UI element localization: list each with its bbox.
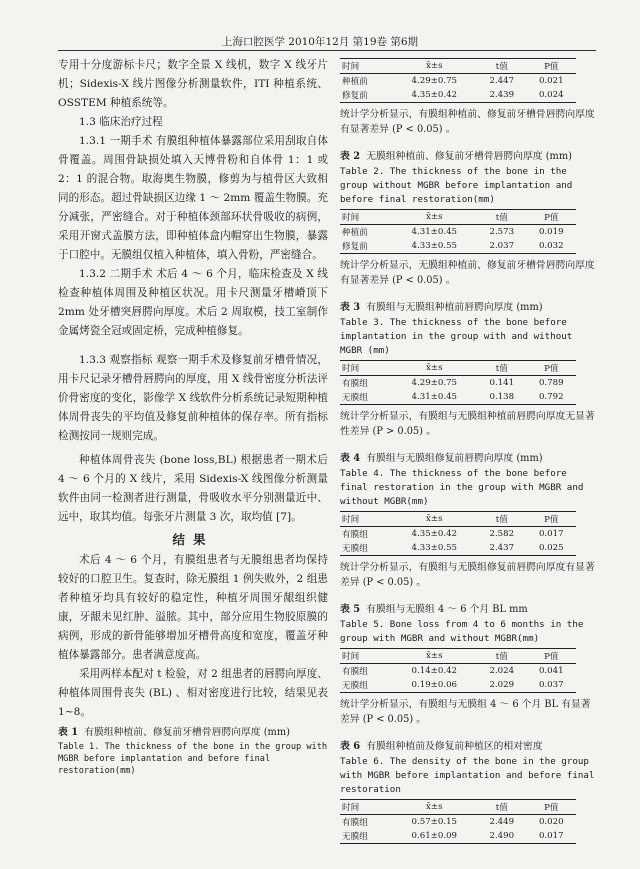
table-cell: 种植前 bbox=[342, 228, 368, 238]
table-header: P值 bbox=[527, 59, 576, 74]
table-header: x̄±s bbox=[392, 361, 478, 376]
table-cell: 无膜组 bbox=[340, 829, 392, 844]
table-header: P值 bbox=[527, 800, 576, 815]
paragraph-1-3-2: 1.3.2 二期手术 术后 4 ～ 6 个月，临床检查及 X 线检查种植体周围及种植区状况。用卡尺测量牙槽嵴顶下 2mm 处牙槽突唇腭向厚度。术后 2 周取模，技工室制作金属烤瓷全冠或固定桥，完成种植修复。 bbox=[58, 268, 328, 337]
table-cell: 2.024 bbox=[489, 666, 515, 676]
table-header: t值 bbox=[477, 512, 526, 527]
table-title-cn: 有膜组与无膜组修复前唇腭向厚度 (mm) bbox=[366, 453, 543, 464]
table-cell: 2.437 bbox=[477, 541, 526, 556]
table-caption bbox=[340, 149, 596, 165]
table-note: 统计学分析显示，有膜组与无膜组种植前唇腭向厚度无显著性差异 (P > 0.05) 。 bbox=[340, 411, 595, 437]
table-header: x̄±s bbox=[392, 800, 478, 815]
table-title-en: Table 2. The thickness of the bone in the group without MGBR before implantation and before final restoration(mm) bbox=[340, 166, 573, 205]
table-label: 表 3 bbox=[340, 302, 361, 313]
table-row bbox=[340, 541, 576, 556]
table-4-block bbox=[340, 451, 596, 590]
table-row bbox=[340, 815, 576, 830]
table-cell: 0.037 bbox=[527, 678, 576, 693]
table-1-continued bbox=[340, 58, 596, 137]
table-cell: 4.35±0.42 bbox=[411, 529, 458, 539]
table-header: 时间 bbox=[340, 649, 392, 664]
table-cell: 0.041 bbox=[538, 666, 564, 676]
table-row bbox=[340, 88, 576, 103]
table-title-en: Table 4. The thickness of the bone before final restoration in the group with MGBR and without MGBR(mm) bbox=[340, 468, 584, 507]
table-cell: 有膜组 bbox=[342, 379, 368, 389]
table-cell: 有膜组 bbox=[342, 667, 368, 677]
table-header: P值 bbox=[527, 210, 576, 225]
table-header: x̄±s bbox=[392, 649, 478, 664]
table-row bbox=[340, 376, 576, 391]
table-2-block bbox=[340, 149, 596, 288]
table-title-cn: 有膜组种植前及修复前种植区的相对密度 bbox=[366, 741, 543, 752]
table-cell: 2.447 bbox=[489, 76, 515, 86]
table-header: t值 bbox=[477, 210, 526, 225]
table-1-label: 表 1 bbox=[58, 727, 79, 738]
table-title-en: Table 6. The density of the bone in the group with MGBR before implantation and before final restoration bbox=[340, 756, 595, 795]
table-cell: 4.35±0.42 bbox=[392, 88, 478, 103]
results-paragraph-1: 术后 4 ～ 6 个月，有膜组患者与无膜组患者均保持较好的口腔卫生。复查时，除无膜组 1 例失败外，2 组患者种植牙均具有较好的稳定性，种植牙周围牙龈组织健康，牙龈未见红肿、溢脓。其中，部分应用生物胶原膜的病例，形成的新骨能够增加牙槽骨高度和宽度，覆盖牙种植体暴露部分。患者满意度高。 bbox=[58, 554, 328, 661]
table-1-title-cn: 有膜组种植前、修复前牙槽骨唇腭向厚度 (mm) bbox=[84, 727, 290, 738]
table-cell: 2.029 bbox=[477, 678, 526, 693]
table-caption bbox=[340, 602, 596, 618]
table-cell: 修复前 bbox=[340, 88, 392, 103]
paragraph-equipment: 专用十分度游标卡尺；数字全景 X 线机，数字 X 线牙片机；Sidexis-X 线片图像分析测量软件，ITI 种植系统、OSSTEM 种植系统等。 bbox=[58, 59, 328, 109]
table-title-cn: 有膜组与无膜组种植前唇腭向厚度 (mm) bbox=[366, 302, 543, 313]
table-header: x̄±s bbox=[392, 210, 478, 225]
table-cell: 有膜组 bbox=[342, 530, 368, 540]
table-note: 统计学分析显示，无膜组种植前、修复前牙槽骨唇腭向厚度有显著差异 (P < 0.05) 。 bbox=[340, 260, 595, 286]
table-2 bbox=[340, 209, 576, 254]
table-header: x̄±s bbox=[392, 59, 478, 74]
table-header: 时间 bbox=[340, 210, 392, 225]
table-label: 表 5 bbox=[340, 604, 361, 615]
table-1-note: 统计学分析显示，有膜组种植前、修复前牙槽骨唇腭向厚度有显著差异 (P < 0.05) 。 bbox=[340, 109, 595, 135]
table-header: 时间 bbox=[340, 800, 392, 815]
table-cell: 2.582 bbox=[489, 529, 515, 539]
table-note: 统计学分析显示，有膜组与无膜组 4 ～ 6 个月 BL 有显著差异 (P < 0.05) 。 bbox=[340, 699, 591, 725]
table-cell: 无膜组 bbox=[340, 678, 392, 693]
table-title-cn: 无膜组种植前、修复前牙槽骨唇腭向厚度 (mm) bbox=[366, 151, 572, 162]
table-label: 表 6 bbox=[340, 741, 361, 752]
table-cell: 4.29±0.75 bbox=[411, 378, 458, 388]
header-rule bbox=[58, 50, 596, 51]
table-cell: 0.141 bbox=[489, 378, 515, 388]
table-5 bbox=[340, 648, 576, 693]
table-header: t值 bbox=[477, 59, 526, 74]
running-header: 上海口腔医学 2010年12月 第19卷 第6期 bbox=[221, 36, 419, 48]
tables-container bbox=[340, 149, 596, 844]
table-title-cn: 有膜组与无膜组 4 ～ 6 个月 BL mm bbox=[366, 604, 528, 615]
paragraph-bone-loss: 种植体周骨丧失 (bone loss,BL) 根据患者一期术后 4 ～ 6 个月的 X 线片，采用 Sidexis-X 线图像分析测量软件由同一检测者进行测量，骨吸收水平分别测量近中、远中，取其均值。每张牙片测量 3 次，取均值 [7]。 bbox=[58, 454, 328, 523]
section-1-3-heading: 1.3 临床治疗过程 bbox=[79, 116, 163, 128]
table-cell: 4.33±0.55 bbox=[392, 541, 478, 556]
results-heading: 结果 bbox=[172, 532, 214, 547]
table-cell: 0.032 bbox=[527, 239, 576, 254]
table-cell: 无膜组 bbox=[340, 541, 392, 556]
table-cell: 0.019 bbox=[538, 227, 564, 237]
table-1 bbox=[340, 58, 576, 103]
table-cell: 2.490 bbox=[477, 829, 526, 844]
table-cell: 0.14±0.42 bbox=[411, 666, 458, 676]
table-caption bbox=[340, 451, 596, 467]
table-cell: 0.61±0.09 bbox=[392, 829, 478, 844]
table-cell: 2.439 bbox=[477, 88, 526, 103]
table-cell: 0.025 bbox=[527, 541, 576, 556]
table-header: 时间 bbox=[340, 512, 392, 527]
table-row bbox=[340, 74, 576, 89]
table-row bbox=[340, 239, 576, 254]
table-header: t值 bbox=[477, 649, 526, 664]
table-title-en: Table 5. Bone loss from 4 to 6 months in the group with MGBR and without MGBR(mm) bbox=[340, 619, 584, 644]
table-row bbox=[340, 390, 576, 405]
table-cell: 0.024 bbox=[527, 88, 576, 103]
table-cell: 0.021 bbox=[538, 76, 564, 86]
table-label: 表 4 bbox=[340, 453, 361, 464]
left-column bbox=[58, 56, 328, 777]
table-title-en: Table 3. The thickness of the bone before implantation in the group with and without MGBR (mm) bbox=[340, 317, 573, 356]
table-header: x̄±s bbox=[392, 512, 478, 527]
table-row bbox=[340, 225, 576, 240]
table-cell: 0.017 bbox=[538, 529, 564, 539]
table-cell: 2.037 bbox=[477, 239, 526, 254]
table-cell: 种植前 bbox=[342, 77, 368, 87]
table-3-block bbox=[340, 300, 596, 439]
table-1-title-en: Table 1. The thickness of the bone in the group with MGBR before implantation and before final restoration(mm) bbox=[58, 742, 328, 776]
table-header: 时间 bbox=[340, 59, 392, 74]
table-cell: 4.31±0.45 bbox=[392, 390, 478, 405]
table-header: t值 bbox=[477, 800, 526, 815]
table-note: 统计学分析显示，有膜组与无膜组修复前唇腭向厚度有显著差异 (P < 0.05) 。 bbox=[340, 562, 595, 588]
table-row bbox=[340, 829, 576, 844]
table-6 bbox=[340, 799, 576, 844]
table-caption bbox=[340, 300, 596, 316]
table-cell: 4.29±0.75 bbox=[411, 76, 458, 86]
table-1-caption bbox=[58, 725, 328, 741]
table-3 bbox=[340, 360, 576, 405]
table-cell: 0.138 bbox=[477, 390, 526, 405]
table-cell: 0.789 bbox=[538, 378, 564, 388]
table-caption bbox=[340, 739, 596, 755]
table-cell: 0.020 bbox=[538, 817, 564, 827]
table-header: t值 bbox=[477, 361, 526, 376]
table-cell: 2.449 bbox=[489, 817, 515, 827]
table-label: 表 2 bbox=[340, 151, 361, 162]
table-cell: 0.792 bbox=[527, 390, 576, 405]
table-header: 时间 bbox=[340, 361, 392, 376]
table-cell: 无膜组 bbox=[340, 390, 392, 405]
table-6-block bbox=[340, 739, 596, 844]
table-cell: 4.33±0.55 bbox=[392, 239, 478, 254]
right-column bbox=[340, 56, 596, 856]
paragraph-1-3-3: 1.3.3 观察指标 观察一期手术及修复前牙槽骨情况，用卡尺记录牙槽骨唇腭向的厚度，用 X 线骨密度分析法评价骨密度的变化，影像学 X 线软件分析系统记录短期种植体周骨丧失的平均值及修复前种植体的保存率。所有指标检测按同一规则完成。 bbox=[58, 354, 328, 442]
table-cell: 0.57±0.15 bbox=[411, 817, 458, 827]
table-4 bbox=[340, 511, 576, 556]
table-row bbox=[340, 678, 576, 693]
results-paragraph-2: 采用两样本配对 t 检验，对 2 组患者的唇腭向厚度、种植体周围骨丧失 (BL) 、相对密度进行比较，结果见表 1~8。 bbox=[58, 668, 328, 718]
table-row bbox=[340, 527, 576, 542]
table-cell: 2.573 bbox=[489, 227, 515, 237]
paragraph-1-3-1: 1.3.1 一期手术 有膜组种植体暴露部位采用刮取自体骨覆盖。周围骨缺损处填入天博骨粉和自体骨 1：1 或 2：1 的混合物。取海奥生物膜，修剪为与植骨区大致相同的形态。超过骨缺损区边缘 1 ～ 2mm 覆盖生物膜。充分减张，严密缝合。对于种植体颈部环状骨吸收的病例，采用开窗式盖膜方法，即种植体盒内帽穿出生物膜，暴露于口腔中。无膜组仅植入种植体，填入骨粉，严密缝合。 bbox=[58, 135, 328, 261]
table-row bbox=[340, 664, 576, 679]
table-5-block bbox=[340, 602, 596, 727]
table-cell: 0.19±0.06 bbox=[392, 678, 478, 693]
table-cell: 4.31±0.45 bbox=[411, 227, 458, 237]
table-cell: 有膜组 bbox=[342, 818, 368, 828]
table-cell: 修复前 bbox=[340, 239, 392, 254]
table-header: P值 bbox=[527, 512, 576, 527]
table-header: P值 bbox=[527, 361, 576, 376]
table-header: P值 bbox=[527, 649, 576, 664]
table-cell: 0.017 bbox=[527, 829, 576, 844]
